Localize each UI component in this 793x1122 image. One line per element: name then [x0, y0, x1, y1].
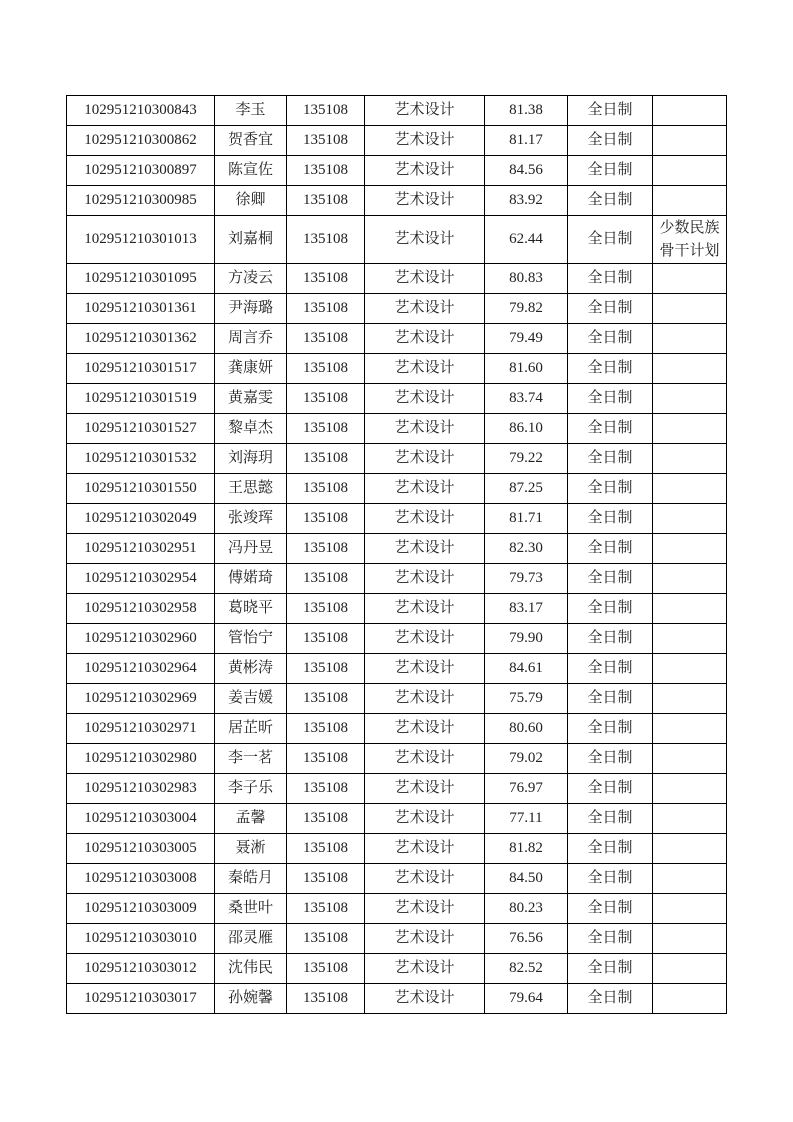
table-row [67, 744, 727, 774]
cell-name: 周言乔 [215, 324, 287, 354]
cell-name: 李一茗 [215, 744, 287, 774]
cell-study-mode: 全日制 [568, 924, 653, 954]
cell-score: 79.02 [485, 744, 568, 774]
cell-major-code: 135108 [287, 624, 365, 654]
cell-candidate-id: 102951210302958 [67, 594, 215, 624]
cell-note [653, 324, 727, 354]
cell-name: 沈伟民 [215, 954, 287, 984]
cell-note [653, 264, 727, 294]
cell-note [653, 156, 727, 186]
cell-note [653, 744, 727, 774]
cell-candidate-id: 102951210303010 [67, 924, 215, 954]
cell-note [653, 186, 727, 216]
cell-major-code: 135108 [287, 894, 365, 924]
cell-note [653, 534, 727, 564]
cell-major-name: 艺术设计 [365, 684, 485, 714]
cell-major-code: 135108 [287, 156, 365, 186]
table-row [67, 264, 727, 294]
cell-score: 79.49 [485, 324, 568, 354]
cell-name: 徐卿 [215, 186, 287, 216]
cell-candidate-id: 102951210301519 [67, 384, 215, 414]
cell-score: 81.71 [485, 504, 568, 534]
cell-score: 82.30 [485, 534, 568, 564]
cell-candidate-id: 102951210303017 [67, 984, 215, 1014]
table-row [67, 414, 727, 444]
cell-candidate-id: 102951210301550 [67, 474, 215, 504]
cell-note [653, 474, 727, 504]
cell-study-mode: 全日制 [568, 954, 653, 984]
cell-study-mode: 全日制 [568, 624, 653, 654]
cell-study-mode: 全日制 [568, 126, 653, 156]
cell-score: 81.60 [485, 354, 568, 384]
cell-study-mode: 全日制 [568, 96, 653, 126]
cell-note [653, 864, 727, 894]
cell-study-mode: 全日制 [568, 294, 653, 324]
cell-note [653, 684, 727, 714]
cell-score: 80.83 [485, 264, 568, 294]
cell-score: 79.82 [485, 294, 568, 324]
cell-major-code: 135108 [287, 354, 365, 384]
table-row [67, 444, 727, 474]
cell-name: 管怡宁 [215, 624, 287, 654]
table-row [67, 684, 727, 714]
cell-candidate-id: 102951210303005 [67, 834, 215, 864]
cell-score: 81.38 [485, 96, 568, 126]
cell-major-code: 135108 [287, 534, 365, 564]
table-row [67, 156, 727, 186]
cell-major-code: 135108 [287, 684, 365, 714]
cell-score: 77.11 [485, 804, 568, 834]
cell-candidate-id: 102951210302964 [67, 654, 215, 684]
cell-major-code: 135108 [287, 414, 365, 444]
table-row [67, 534, 727, 564]
cell-major-name: 艺术设计 [365, 864, 485, 894]
cell-note [653, 774, 727, 804]
cell-score: 84.50 [485, 864, 568, 894]
cell-major-name: 艺术设计 [365, 264, 485, 294]
cell-candidate-id: 102951210302980 [67, 744, 215, 774]
table-row [67, 186, 727, 216]
cell-score: 83.74 [485, 384, 568, 414]
cell-major-code: 135108 [287, 954, 365, 984]
cell-major-code: 135108 [287, 984, 365, 1014]
table-row [67, 354, 727, 384]
cell-name: 秦皓月 [215, 864, 287, 894]
table-row [67, 654, 727, 684]
cell-note [653, 624, 727, 654]
table-row [67, 864, 727, 894]
cell-note [653, 126, 727, 156]
cell-name: 方凌云 [215, 264, 287, 294]
cell-name: 张竣珲 [215, 504, 287, 534]
cell-candidate-id: 102951210301013 [67, 216, 215, 264]
cell-score: 82.52 [485, 954, 568, 984]
cell-note [653, 96, 727, 126]
table-row [67, 504, 727, 534]
cell-name: 王思懿 [215, 474, 287, 504]
cell-name: 黄彬涛 [215, 654, 287, 684]
cell-score: 87.25 [485, 474, 568, 504]
cell-note [653, 804, 727, 834]
cell-major-name: 艺术设计 [365, 324, 485, 354]
cell-candidate-id: 102951210302951 [67, 534, 215, 564]
cell-major-code: 135108 [287, 594, 365, 624]
cell-note: 少数民族骨干计划 [653, 216, 727, 264]
cell-major-name: 艺术设计 [365, 414, 485, 444]
cell-major-name: 艺术设计 [365, 924, 485, 954]
table-row [67, 294, 727, 324]
admission-results-table [66, 95, 727, 1014]
cell-score: 79.22 [485, 444, 568, 474]
cell-major-name: 艺术设计 [365, 624, 485, 654]
cell-study-mode: 全日制 [568, 186, 653, 216]
cell-study-mode: 全日制 [568, 414, 653, 444]
cell-major-code: 135108 [287, 804, 365, 834]
cell-score: 75.79 [485, 684, 568, 714]
cell-note [653, 294, 727, 324]
cell-name: 刘嘉桐 [215, 216, 287, 264]
cell-major-name: 艺术设计 [365, 654, 485, 684]
table-row [67, 834, 727, 864]
cell-score: 84.56 [485, 156, 568, 186]
cell-candidate-id: 102951210302983 [67, 774, 215, 804]
cell-major-name: 艺术设计 [365, 444, 485, 474]
cell-candidate-id: 102951210301362 [67, 324, 215, 354]
cell-study-mode: 全日制 [568, 534, 653, 564]
cell-name: 聂淅 [215, 834, 287, 864]
cell-candidate-id: 102951210302960 [67, 624, 215, 654]
table-row [67, 954, 727, 984]
cell-major-code: 135108 [287, 216, 365, 264]
cell-major-code: 135108 [287, 564, 365, 594]
cell-major-name: 艺术设计 [365, 954, 485, 984]
cell-name: 贺香宜 [215, 126, 287, 156]
table-row [67, 474, 727, 504]
cell-major-code: 135108 [287, 264, 365, 294]
cell-study-mode: 全日制 [568, 474, 653, 504]
cell-study-mode: 全日制 [568, 834, 653, 864]
cell-major-code: 135108 [287, 924, 365, 954]
cell-name: 李玉 [215, 96, 287, 126]
cell-major-code: 135108 [287, 834, 365, 864]
cell-major-name: 艺术设计 [365, 96, 485, 126]
cell-note [653, 594, 727, 624]
cell-name: 邵灵雁 [215, 924, 287, 954]
cell-note [653, 354, 727, 384]
cell-major-code: 135108 [287, 744, 365, 774]
cell-name: 居芷昕 [215, 714, 287, 744]
cell-major-code: 135108 [287, 864, 365, 894]
cell-name: 桑世叶 [215, 894, 287, 924]
table-body [67, 96, 727, 1014]
cell-major-code: 135108 [287, 324, 365, 354]
cell-study-mode: 全日制 [568, 714, 653, 744]
table-row [67, 384, 727, 414]
cell-note [653, 834, 727, 864]
cell-major-name: 艺术设计 [365, 384, 485, 414]
cell-name: 黎卓杰 [215, 414, 287, 444]
cell-candidate-id: 102951210303012 [67, 954, 215, 984]
cell-name: 孟馨 [215, 804, 287, 834]
cell-candidate-id: 102951210302969 [67, 684, 215, 714]
cell-major-name: 艺术设计 [365, 504, 485, 534]
cell-major-code: 135108 [287, 444, 365, 474]
cell-note [653, 414, 727, 444]
cell-study-mode: 全日制 [568, 894, 653, 924]
cell-major-code: 135108 [287, 96, 365, 126]
cell-major-name: 艺术设计 [365, 774, 485, 804]
cell-name: 孙婉馨 [215, 984, 287, 1014]
cell-study-mode: 全日制 [568, 984, 653, 1014]
cell-score: 79.90 [485, 624, 568, 654]
cell-name: 李子乐 [215, 774, 287, 804]
cell-major-name: 艺术设计 [365, 186, 485, 216]
cell-major-name: 艺术设计 [365, 534, 485, 564]
cell-note [653, 894, 727, 924]
cell-note [653, 654, 727, 684]
cell-name: 刘海玥 [215, 444, 287, 474]
cell-candidate-id: 102951210301527 [67, 414, 215, 444]
cell-candidate-id: 102951210301095 [67, 264, 215, 294]
cell-major-name: 艺术设计 [365, 294, 485, 324]
cell-major-name: 艺术设计 [365, 744, 485, 774]
cell-study-mode: 全日制 [568, 804, 653, 834]
cell-note [653, 714, 727, 744]
table-row [67, 714, 727, 744]
cell-study-mode: 全日制 [568, 744, 653, 774]
cell-note [653, 924, 727, 954]
cell-score: 83.92 [485, 186, 568, 216]
cell-score: 62.44 [485, 216, 568, 264]
cell-study-mode: 全日制 [568, 384, 653, 414]
cell-score: 81.82 [485, 834, 568, 864]
cell-score: 76.56 [485, 924, 568, 954]
cell-study-mode: 全日制 [568, 594, 653, 624]
cell-note [653, 384, 727, 414]
table-row [67, 774, 727, 804]
cell-name: 黄嘉雯 [215, 384, 287, 414]
cell-note [653, 564, 727, 594]
cell-candidate-id: 102951210300985 [67, 186, 215, 216]
cell-candidate-id: 102951210300843 [67, 96, 215, 126]
cell-name: 冯丹昱 [215, 534, 287, 564]
cell-major-code: 135108 [287, 384, 365, 414]
cell-study-mode: 全日制 [568, 864, 653, 894]
cell-major-name: 艺术设计 [365, 894, 485, 924]
cell-candidate-id: 102951210300897 [67, 156, 215, 186]
cell-major-name: 艺术设计 [365, 564, 485, 594]
table-row [67, 216, 727, 264]
cell-study-mode: 全日制 [568, 684, 653, 714]
cell-name: 陈宣佐 [215, 156, 287, 186]
cell-note [653, 504, 727, 534]
cell-study-mode: 全日制 [568, 216, 653, 264]
cell-candidate-id: 102951210303008 [67, 864, 215, 894]
cell-candidate-id: 102951210302049 [67, 504, 215, 534]
table-row [67, 984, 727, 1014]
cell-name: 姜吉媛 [215, 684, 287, 714]
cell-note [653, 954, 727, 984]
cell-major-name: 艺术设计 [365, 474, 485, 504]
table-row [67, 96, 727, 126]
cell-score: 80.23 [485, 894, 568, 924]
cell-major-code: 135108 [287, 126, 365, 156]
cell-major-name: 艺术设计 [365, 216, 485, 264]
cell-major-name: 艺术设计 [365, 714, 485, 744]
cell-study-mode: 全日制 [568, 774, 653, 804]
cell-candidate-id: 102951210302971 [67, 714, 215, 744]
cell-score: 80.60 [485, 714, 568, 744]
cell-candidate-id: 102951210301361 [67, 294, 215, 324]
cell-study-mode: 全日制 [568, 324, 653, 354]
cell-major-code: 135108 [287, 774, 365, 804]
table-row [67, 126, 727, 156]
table-row [67, 924, 727, 954]
cell-major-code: 135108 [287, 474, 365, 504]
cell-study-mode: 全日制 [568, 264, 653, 294]
cell-major-code: 135108 [287, 714, 365, 744]
cell-major-name: 艺术设计 [365, 804, 485, 834]
cell-score: 83.17 [485, 594, 568, 624]
cell-name: 葛晓平 [215, 594, 287, 624]
cell-name: 龚康妍 [215, 354, 287, 384]
cell-major-code: 135108 [287, 294, 365, 324]
cell-candidate-id: 102951210302954 [67, 564, 215, 594]
cell-major-name: 艺术设计 [365, 156, 485, 186]
cell-major-code: 135108 [287, 504, 365, 534]
cell-score: 81.17 [485, 126, 568, 156]
cell-score: 76.97 [485, 774, 568, 804]
cell-major-code: 135108 [287, 654, 365, 684]
cell-study-mode: 全日制 [568, 156, 653, 186]
cell-score: 79.64 [485, 984, 568, 1014]
cell-score: 84.61 [485, 654, 568, 684]
cell-name: 尹海璐 [215, 294, 287, 324]
cell-major-name: 艺术设计 [365, 984, 485, 1014]
cell-study-mode: 全日制 [568, 504, 653, 534]
cell-candidate-id: 102951210301517 [67, 354, 215, 384]
cell-note [653, 984, 727, 1014]
table-row [67, 804, 727, 834]
cell-study-mode: 全日制 [568, 564, 653, 594]
cell-candidate-id: 102951210301532 [67, 444, 215, 474]
cell-candidate-id: 102951210303009 [67, 894, 215, 924]
table-row [67, 594, 727, 624]
cell-candidate-id: 102951210300862 [67, 126, 215, 156]
cell-study-mode: 全日制 [568, 354, 653, 384]
cell-major-name: 艺术设计 [365, 126, 485, 156]
cell-note [653, 444, 727, 474]
cell-study-mode: 全日制 [568, 654, 653, 684]
table-row [67, 624, 727, 654]
cell-major-name: 艺术设计 [365, 834, 485, 864]
cell-major-name: 艺术设计 [365, 354, 485, 384]
cell-name: 傅婼琦 [215, 564, 287, 594]
cell-major-name: 艺术设计 [365, 594, 485, 624]
table-row [67, 324, 727, 354]
cell-score: 79.73 [485, 564, 568, 594]
cell-major-code: 135108 [287, 186, 365, 216]
cell-candidate-id: 102951210303004 [67, 804, 215, 834]
table-row [67, 564, 727, 594]
cell-score: 86.10 [485, 414, 568, 444]
table-row [67, 894, 727, 924]
cell-study-mode: 全日制 [568, 444, 653, 474]
